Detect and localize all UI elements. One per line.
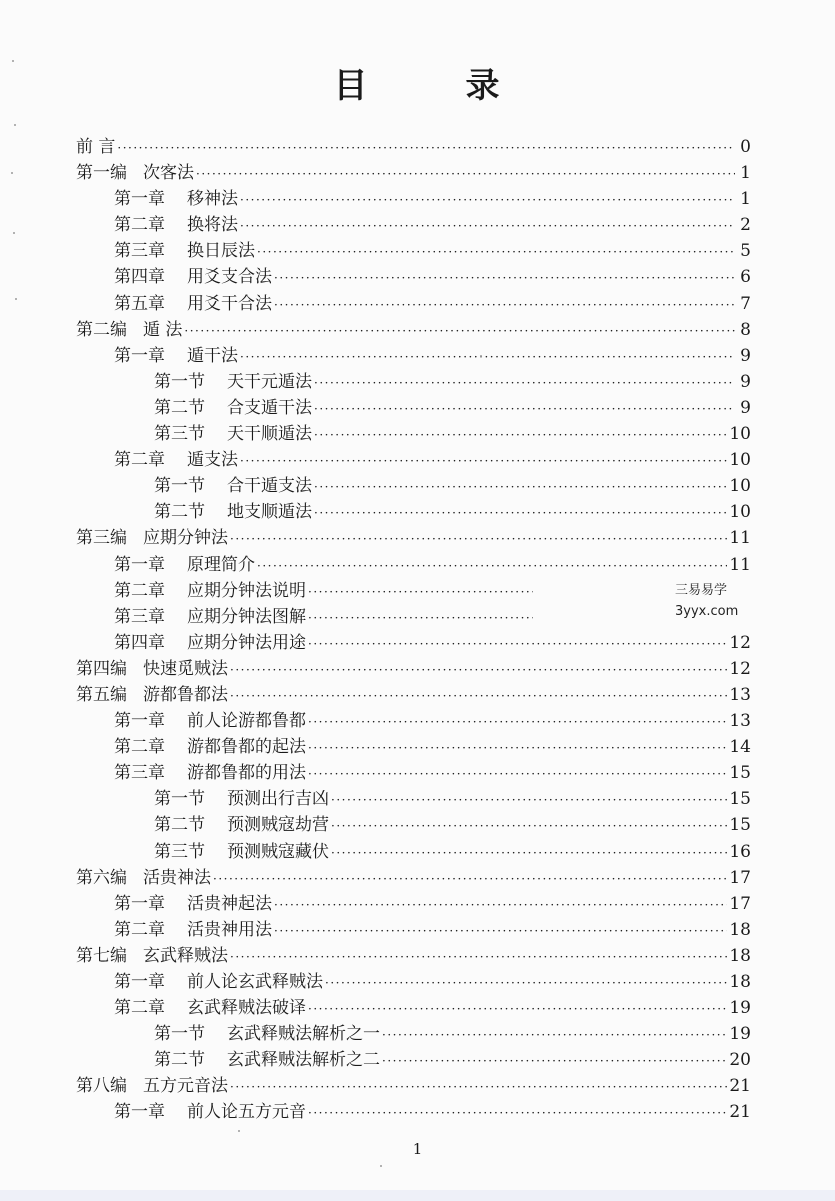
toc-entry-page: 15 [729, 815, 751, 836]
toc-entry-title: 预测贼寇劫营 [227, 815, 329, 836]
toc-entry-number: 第四章 [114, 632, 165, 653]
toc-entry-number: 第一章 [114, 1102, 165, 1123]
scan-speck [15, 298, 17, 300]
toc-entry-number: 第二节 [154, 397, 205, 418]
scan-speck [12, 60, 14, 62]
toc-entry-number: 第三章 [114, 763, 165, 784]
toc-entry-page: 10 [729, 424, 751, 445]
toc-leader-dots [230, 944, 727, 970]
toc-entry-page: 11 [729, 554, 751, 575]
toc-entry-title: 遁 法 [143, 319, 183, 340]
toc-entry-title: 换日辰法 [187, 241, 255, 262]
toc-leader-dots [240, 344, 735, 370]
toc-entry-number: 前 言 [76, 137, 116, 157]
toc-entry-number: 第八编 [76, 1076, 127, 1097]
watermark [675, 580, 738, 622]
toc-entry-title: 应期分钟法 [143, 528, 228, 549]
toc-leader-dots [117, 135, 735, 161]
toc-entry-number: 第二章 [114, 919, 165, 940]
toc-entry-number: 第三编 [76, 528, 127, 549]
toc-leader-dots [213, 866, 727, 892]
toc-leader-dots [325, 970, 727, 996]
toc-entry-title: 游都鲁都的起法 [187, 737, 306, 758]
toc-entry-title: 活贵神起法 [187, 893, 272, 914]
scan-speck [14, 124, 16, 126]
toc-leader-dots [274, 292, 735, 318]
toc-entry-title: 换将法 [187, 215, 238, 236]
toc-entry-page: 7 [740, 293, 751, 314]
toc-entry [76, 447, 751, 473]
toc-entry-page: 18 [729, 945, 751, 966]
toc-entry-number: 第一章 [114, 893, 165, 914]
toc-entry-number: 第二编 [76, 319, 127, 340]
toc-entry-number: 第一节 [154, 1024, 205, 1045]
toc-entry-page: 11 [729, 528, 751, 549]
toc-entry-number: 第三节 [154, 841, 205, 862]
toc-entry-number: 第四编 [76, 658, 127, 679]
toc-entry-number: 第二章 [114, 737, 165, 758]
toc-entry-title: 预测贼寇藏伏 [227, 841, 329, 862]
toc-entry-page: 5 [740, 241, 751, 262]
toc-entry-number: 第一章 [114, 711, 165, 732]
toc-entry-title: 活贵神法 [143, 867, 211, 888]
toc-entry-page: 15 [729, 789, 751, 810]
toc-entry [76, 291, 751, 317]
toc-entry [76, 264, 751, 290]
toc-entry [76, 995, 751, 1021]
toc-entry [76, 839, 751, 865]
toc-entry-page: 18 [729, 972, 751, 992]
toc-leader-dots [331, 787, 727, 813]
toc-entry-title: 应期分钟法说明 [187, 580, 306, 601]
toc-entry-number: 第五编 [76, 684, 127, 705]
toc-entry-page: 13 [729, 684, 751, 705]
toc-entry [76, 708, 751, 734]
toc-leader-dots [314, 500, 727, 526]
toc-entry [76, 1021, 751, 1047]
toc-entry-title: 玄武释贼法破译 [187, 998, 306, 1019]
toc-leader-dots [308, 631, 727, 657]
toc-entry-page: 8 [740, 319, 751, 340]
toc-leader-dots [308, 996, 727, 1022]
toc-entry [76, 421, 751, 447]
toc-leader-dots [274, 892, 727, 918]
toc-entry-title: 次客法 [143, 163, 194, 184]
toc-entry-page: 12 [729, 632, 751, 653]
toc-entry [76, 499, 751, 525]
title-char: 录 [465, 66, 502, 106]
toc-leader-dots [331, 840, 727, 866]
scan-speck [238, 1130, 240, 1132]
toc-entry-number: 第一节 [154, 371, 205, 392]
toc-leader-dots [314, 474, 727, 500]
toc-leader-dots [184, 318, 735, 344]
toc-entry [76, 1047, 751, 1073]
toc-entry-number: 第二章 [114, 580, 165, 601]
toc-entry [76, 630, 751, 656]
toc-entry-page: 12 [729, 658, 751, 679]
toc-entry [76, 1099, 751, 1125]
toc-leader-dots [230, 683, 727, 709]
toc-entry [76, 238, 751, 264]
toc-entry [76, 552, 751, 578]
toc-entry-page: 9 [740, 345, 751, 366]
toc-entry-title: 玄武释贼法解析之一 [227, 1024, 380, 1045]
toc-leader-dots [230, 657, 727, 683]
toc-entry-number: 第七编 [76, 945, 127, 966]
toc-entry-number: 第一章 [114, 972, 165, 992]
toc-entry [76, 760, 751, 786]
toc-entry-number: 第一节 [154, 789, 205, 810]
toc-entry-title: 快速觅贼法 [143, 658, 228, 679]
toc-entry [76, 186, 751, 212]
toc-entry-title: 应期分钟法图解 [187, 606, 306, 627]
toc-entry-title: 游都鲁都的用法 [187, 763, 306, 784]
scan-speck [11, 172, 13, 174]
toc-entry-title: 合干遁支法 [227, 476, 312, 497]
toc-entry [76, 525, 751, 551]
toc-entry-page: 21 [729, 1076, 751, 1097]
toc-entry-title: 天干元遁法 [227, 371, 312, 392]
toc-entry-title: 移神法 [187, 189, 238, 210]
toc-entry-number: 第三章 [114, 606, 165, 627]
toc-entry [76, 473, 751, 499]
toc-entry-page: 17 [729, 893, 751, 914]
toc-entry-title: 玄武释贼法解析之二 [227, 1050, 380, 1071]
toc-leader-dots [196, 161, 735, 187]
toc-entry-page: 10 [729, 476, 751, 497]
toc-entry-title: 用爻支合法 [187, 267, 272, 288]
toc-entry-page: 17 [729, 867, 751, 888]
toc-entry-number: 第一节 [154, 476, 205, 497]
toc-entry-title: 五方元音法 [143, 1076, 228, 1097]
toc-entry [76, 578, 751, 604]
toc-entry [76, 343, 751, 369]
toc-entry-number: 第一章 [114, 345, 165, 366]
toc-entry [76, 786, 751, 812]
toc-entry [76, 891, 751, 917]
toc-entry [76, 395, 751, 421]
toc-entry-page: 16 [729, 841, 751, 862]
toc-entry-number: 第二节 [154, 502, 205, 523]
toc-entry-page: 10 [729, 502, 751, 523]
toc-leader-dots [308, 709, 727, 735]
toc-entry [76, 969, 751, 995]
toc-entry [76, 1073, 751, 1099]
toc-entry-number: 第二章 [114, 215, 165, 236]
toc-leader-dots [240, 187, 735, 213]
toc-entry-title: 活贵神用法 [187, 919, 272, 940]
toc-leader-dots [382, 1048, 727, 1074]
toc-leader-dots [308, 735, 727, 761]
toc-entry-page: 18 [729, 919, 751, 940]
toc-entry-number: 第四章 [114, 267, 165, 288]
page-title [0, 58, 835, 107]
toc-entry [76, 943, 751, 969]
toc-entry [76, 812, 751, 838]
toc-entry-title: 预测出行吉凶 [227, 789, 329, 810]
toc-entry [76, 917, 751, 943]
toc-entry-page: 9 [740, 397, 751, 418]
toc-entry-title: 地支顺遁法 [227, 502, 312, 523]
toc-entry-title: 前人论玄武释贼法 [187, 972, 323, 992]
toc-entry-page: 19 [729, 998, 751, 1019]
title-char: 目 [333, 66, 370, 106]
scan-speck [480, 355, 482, 357]
toc-leader-dots [230, 526, 727, 552]
toc-leader-dots [314, 422, 727, 448]
toc-entry [76, 656, 751, 682]
toc-leader-dots [230, 1074, 727, 1100]
toc-entry-title: 遁干法 [187, 345, 238, 366]
toc-entry-page: 9 [740, 371, 751, 392]
toc-leader-dots [257, 239, 735, 265]
bottom-band [0, 1190, 835, 1201]
toc-entry [76, 369, 751, 395]
toc-leader-dots [240, 448, 727, 474]
toc-entry [76, 160, 751, 186]
scan-speck [380, 1165, 382, 1167]
toc-leader-dots [274, 265, 735, 291]
toc-entry [76, 682, 751, 708]
toc-entry-title: 遁支法 [187, 450, 238, 471]
toc-leader-dots [308, 605, 533, 631]
toc-entry [76, 865, 751, 891]
toc-leader-dots [308, 1100, 727, 1126]
toc-leader-dots [314, 370, 735, 396]
toc-entry-page: 15 [729, 763, 751, 784]
toc-leader-dots [331, 813, 727, 839]
toc-leader-dots [240, 213, 735, 239]
toc-entry-title: 应期分钟法用途 [187, 632, 306, 653]
toc-leader-dots [308, 579, 533, 605]
toc-entry-page: 6 [740, 267, 751, 288]
toc-entry-page: 10 [729, 450, 751, 471]
toc-entry [76, 317, 751, 343]
toc-leader-dots [382, 1022, 727, 1048]
toc-entry-number: 第三节 [154, 424, 205, 445]
table-of-contents [76, 134, 751, 1126]
toc-entry-number: 第一章 [114, 189, 165, 210]
toc-entry-title: 合支遁干法 [227, 397, 312, 418]
toc-entry-page: 20 [729, 1050, 751, 1071]
toc-entry [76, 604, 751, 630]
toc-entry-page: 21 [729, 1102, 751, 1123]
toc-entry-title: 天干顺遁法 [227, 424, 312, 445]
toc-entry [76, 212, 751, 238]
toc-entry-title: 原理简介 [187, 554, 255, 575]
toc-entry [76, 134, 751, 160]
toc-entry-title: 玄武释贼法 [143, 945, 228, 966]
toc-entry-number: 第五章 [114, 293, 165, 314]
toc-entry-page: 19 [729, 1024, 751, 1045]
toc-entry-number: 第二章 [114, 998, 165, 1019]
toc-leader-dots [274, 918, 727, 944]
toc-entry-page: 2 [740, 215, 751, 236]
toc-entry-page: 14 [729, 737, 751, 758]
toc-entry-number: 第一章 [114, 554, 165, 575]
toc-entry-page: 1 [740, 189, 751, 210]
toc-leader-dots [257, 553, 727, 579]
toc-entry-number: 第二章 [114, 450, 165, 471]
toc-entry-page: 13 [729, 711, 751, 732]
toc-entry [76, 734, 751, 760]
watermark-line: 3yyx.com [675, 604, 739, 619]
toc-entry-title: 前人论游都鲁都 [187, 711, 306, 732]
toc-entry-number: 第二节 [154, 815, 205, 836]
toc-entry-number: 第三章 [114, 241, 165, 262]
toc-entry-number: 第一编 [76, 163, 127, 184]
toc-entry-page: 1 [740, 163, 751, 184]
toc-leader-dots [314, 396, 735, 422]
toc-entry-title: 前人论五方元音 [187, 1102, 306, 1123]
toc-entry-title: 游都鲁都法 [143, 684, 228, 705]
page-number: 1 [412, 1140, 423, 1158]
watermark-line: 三易易学 [675, 583, 728, 598]
toc-leader-dots [308, 761, 727, 787]
toc-entry-page: 0 [740, 137, 751, 157]
scan-speck [13, 232, 15, 234]
toc-entry-title: 用爻干合法 [187, 293, 272, 314]
toc-entry-number: 第六编 [76, 867, 127, 888]
toc-entry-number: 第二节 [154, 1050, 205, 1071]
